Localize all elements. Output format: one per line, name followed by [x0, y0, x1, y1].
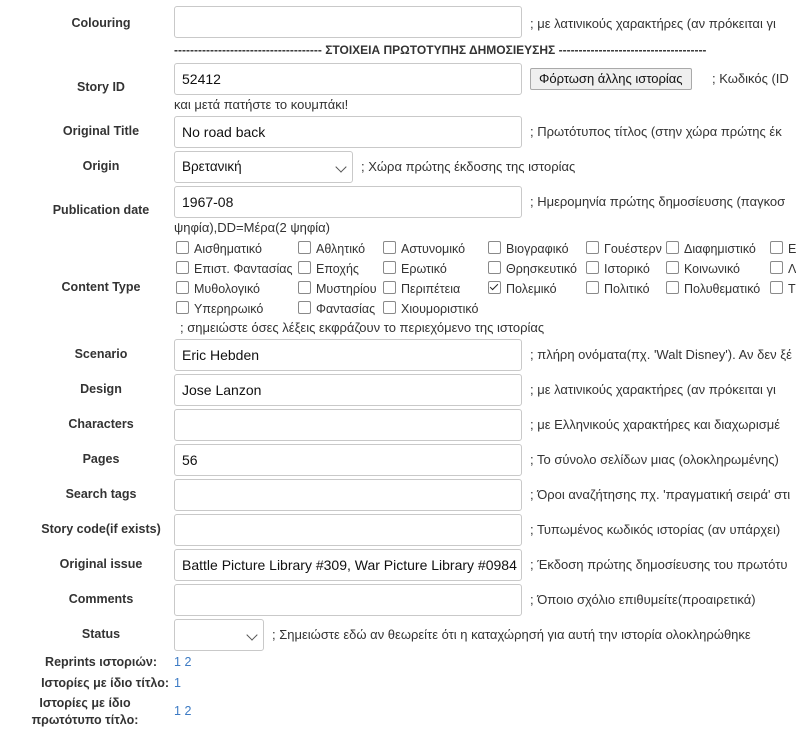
content-type-checkbox-label: Φαντασίας [316, 302, 376, 316]
content-type-checkbox-label: Θρησκευτικό [506, 262, 577, 276]
section-divider: ------------------------------------- ΣΤΟΙΧΕΙΑ ΠΡΩΤΟΤΥΠΗΣ ΔΗΜΟΣΙΕΥΣΗΣ ------------------------------------- [174, 43, 707, 57]
content-type-checkbox[interactable] [770, 280, 796, 298]
origin-selected-value: Βρετανική [182, 159, 242, 174]
checkbox-icon[interactable] [770, 281, 783, 294]
story-id-note: ; Κωδικός (ID [712, 71, 789, 86]
story-id-note-continued: και μετά πατήστε το κουμπάκι! [174, 97, 349, 112]
checkbox-icon[interactable] [488, 241, 501, 254]
content-type-checkbox[interactable] [586, 260, 650, 278]
same-original-title-label-line1: Ιστορίες με ίδιο [39, 696, 131, 710]
content-type-checkbox[interactable] [298, 260, 359, 278]
reprint-link-1[interactable]: 1 [174, 655, 181, 669]
content-type-checkbox-label: Υπερηρωικό [194, 302, 264, 316]
checkbox-icon[interactable] [176, 281, 189, 294]
checkbox-icon[interactable] [176, 301, 189, 314]
design-note: ; με λατινικούς χαρακτήρες (αν πρόκειται γι [530, 382, 776, 397]
checkbox-icon[interactable] [770, 241, 783, 254]
checkbox-icon[interactable] [666, 241, 679, 254]
search-tags-input[interactable] [174, 479, 522, 511]
publication-date-label: Publication date [52, 203, 150, 217]
original-issue-input[interactable]: Battle Picture Library #309, War Picture Library #0984 [174, 549, 522, 581]
comments-label: Comments [68, 592, 134, 606]
publication-date-note-continued: ψηφία),DD=Μέρα(2 ψηφία) [174, 220, 331, 235]
content-type-checkbox[interactable] [176, 260, 293, 278]
content-type-checkbox-label: Γουέστερν [604, 242, 662, 256]
original-title-input[interactable]: No road back [174, 116, 522, 148]
content-type-checkbox-label: Μυθολογικό [194, 282, 261, 296]
reprint-link-2[interactable]: 2 [184, 655, 192, 669]
same-orig-link-1[interactable]: 1 [174, 704, 181, 718]
content-type-checkbox[interactable] [666, 240, 756, 258]
checkbox-icon[interactable] [383, 301, 396, 314]
same-original-title-label [0, 695, 170, 729]
content-type-checkbox-label: Επιστ. Φαντασίας [194, 262, 293, 276]
content-type-checkbox-label: Ε [788, 242, 796, 256]
story-id-input[interactable]: 52412 [174, 63, 522, 95]
content-type-checkbox-label: Λ [788, 262, 796, 276]
pages-label: Pages [82, 452, 120, 466]
checkbox-icon[interactable] [298, 281, 311, 294]
content-type-checkbox[interactable] [298, 280, 377, 298]
publication-date-note: ; Ημερομηνία πρώτης δημοσίευσης (παγκοσ [530, 194, 786, 209]
story-code-label: Story code(if exists) [41, 522, 161, 536]
content-type-note: ; σημειώστε όσες λέξεις εκφράζουν το περιεχόμενο της ιστορίας [180, 320, 545, 335]
content-type-checkbox-label: Βιογραφικό [506, 242, 569, 256]
content-type-checkbox[interactable] [176, 240, 262, 258]
checkbox-checked-icon[interactable] [488, 281, 501, 294]
content-type-checkbox[interactable] [488, 240, 569, 258]
status-note: ; Σημειώστε εδώ αν θεωρείτε ότι η καταχώρησή για αυτή την ιστορία ολοκληρώθηκε [272, 627, 751, 642]
characters-label: Characters [68, 417, 134, 431]
comments-input[interactable] [174, 584, 522, 616]
same-title-link-1[interactable]: 1 [174, 676, 181, 690]
checkbox-icon[interactable] [666, 261, 679, 274]
original-issue-note: ; Έκδοση πρώτης δημοσίευσης του πρωτότυ [530, 557, 788, 572]
story-id-label: Story ID [77, 80, 125, 94]
scenario-label: Scenario [74, 347, 128, 361]
content-type-checkbox-label: Κοινωνικό [684, 262, 740, 276]
checkbox-icon[interactable] [176, 241, 189, 254]
content-type-checkbox[interactable] [383, 300, 478, 318]
content-type-checkbox[interactable] [176, 280, 260, 298]
content-type-checkbox-label: Μυστηρίου [316, 282, 377, 296]
origin-note: ; Χώρα πρώτης έκδοσης της ιστορίας [361, 159, 576, 174]
status-label: Status [81, 627, 121, 641]
design-label: Design [80, 382, 122, 396]
checkbox-icon[interactable] [298, 301, 311, 314]
original-title-note: ; Πρωτότυπος τίτλος (στην χώρα πρώτης έκ [530, 124, 782, 139]
checkbox-icon[interactable] [488, 261, 501, 274]
checkbox-icon[interactable] [383, 261, 396, 274]
content-type-checkbox[interactable] [383, 280, 460, 298]
content-type-checkbox-label: Αστυνομικό [401, 242, 466, 256]
content-type-checkbox[interactable] [488, 260, 577, 278]
content-type-checkbox-label: Πολιτικό [604, 282, 650, 296]
content-type-checkbox-label: Τ [788, 282, 796, 296]
search-tags-label: Search tags [65, 487, 137, 501]
checkbox-icon[interactable] [666, 281, 679, 294]
content-type-checkbox[interactable] [383, 260, 447, 278]
content-type-checkbox[interactable] [586, 280, 650, 298]
colouring-input[interactable] [174, 6, 522, 38]
checkbox-icon[interactable] [383, 241, 396, 254]
content-type-checkbox[interactable] [298, 300, 375, 318]
origin-select[interactable] [174, 151, 353, 183]
checkbox-icon[interactable] [383, 281, 396, 294]
colouring-note: ; με λατινικούς χαρακτήρες (αν πρόκειται γι [530, 16, 776, 31]
same-title-links [174, 676, 181, 690]
content-type-checkbox-label: Διαφημιστικό [684, 242, 756, 256]
content-type-checkbox[interactable] [383, 240, 465, 258]
content-type-checkbox-label: Αισθηματικό [194, 242, 262, 256]
content-type-checkbox[interactable] [488, 280, 557, 298]
characters-input[interactable] [174, 409, 522, 441]
original-issue-label: Original issue [59, 557, 143, 571]
story-code-input[interactable] [174, 514, 522, 546]
content-type-checkbox[interactable] [666, 260, 740, 278]
same-orig-link-2[interactable]: 2 [184, 704, 192, 718]
same-original-title-label-line2: πρωτότυπο τίτλο: [31, 713, 139, 727]
content-type-checkbox[interactable] [176, 300, 263, 318]
content-type-checkbox-label: Ιστορικό [604, 262, 650, 276]
characters-note: ; με Ελληνικούς χαρακτήρες και διαχωρισμέ [530, 417, 781, 432]
content-type-checkbox[interactable] [298, 240, 365, 258]
same-title-label: Ιστορίες με ίδιο τίτλο: [41, 676, 169, 690]
original-title-label: Original Title [62, 124, 140, 138]
content-type-checkbox[interactable] [586, 240, 662, 258]
reprints-label: Reprints ιστοριών: [45, 655, 157, 669]
scenario-note: ; πλήρη ονόματα(πχ. 'Walt Disney'). Αν δεν ξέ [530, 347, 792, 362]
chevron-down-icon [335, 161, 346, 172]
content-type-checkbox[interactable] [770, 240, 796, 258]
content-type-checkbox[interactable] [666, 280, 760, 298]
checkbox-icon[interactable] [298, 261, 311, 274]
load-story-button[interactable]: Φόρτωση άλλης ιστορίας [530, 68, 692, 90]
checkbox-icon[interactable] [586, 261, 599, 274]
content-type-label: Content Type [61, 280, 141, 294]
checkbox-icon[interactable] [770, 261, 783, 274]
comments-note: ; Όποιο σχόλιο επιθυμείτε(προαιρετικά) [530, 592, 756, 607]
checkbox-icon[interactable] [176, 261, 189, 274]
origin-label: Origin [82, 159, 120, 173]
content-type-checkbox-label: Πολυθεματικό [684, 282, 761, 296]
content-type-checkbox-label: Πολεμικό [506, 282, 557, 296]
content-type-checkbox-label: Περιπέτεια [401, 282, 461, 296]
content-type-checkbox-label: Αθλητικό [316, 242, 366, 256]
scenario-input[interactable]: Eric Hebden [174, 339, 522, 371]
reprints-links [174, 655, 191, 669]
pages-note: ; Το σύνολο σελίδων μιας (ολοκληρωμένης) [530, 452, 779, 467]
content-type-checkbox[interactable] [770, 260, 796, 278]
checkbox-icon[interactable] [586, 281, 599, 294]
story-code-note: ; Τυπωμένος κωδικός ιστορίας (αν υπάρχει) [530, 522, 781, 537]
search-tags-note: ; Όροι αναζήτησης πχ. 'πραγματική σειρά' στι [530, 487, 791, 502]
same-original-title-links [174, 704, 191, 718]
chevron-down-icon [246, 629, 257, 640]
pages-input[interactable]: 56 [174, 444, 522, 476]
content-type-checkbox-label: Εποχής [316, 262, 359, 276]
colouring-label: Colouring [71, 16, 131, 30]
status-select[interactable] [174, 619, 264, 651]
design-input[interactable]: Jose Lanzon [174, 374, 522, 406]
checkbox-icon[interactable] [586, 241, 599, 254]
content-type-checkbox-label: Χιουμοριστικό [401, 302, 479, 316]
content-type-checkbox-label: Ερωτικό [401, 262, 447, 276]
checkbox-icon[interactable] [298, 241, 311, 254]
publication-date-input[interactable]: 1967-08 [174, 186, 522, 218]
